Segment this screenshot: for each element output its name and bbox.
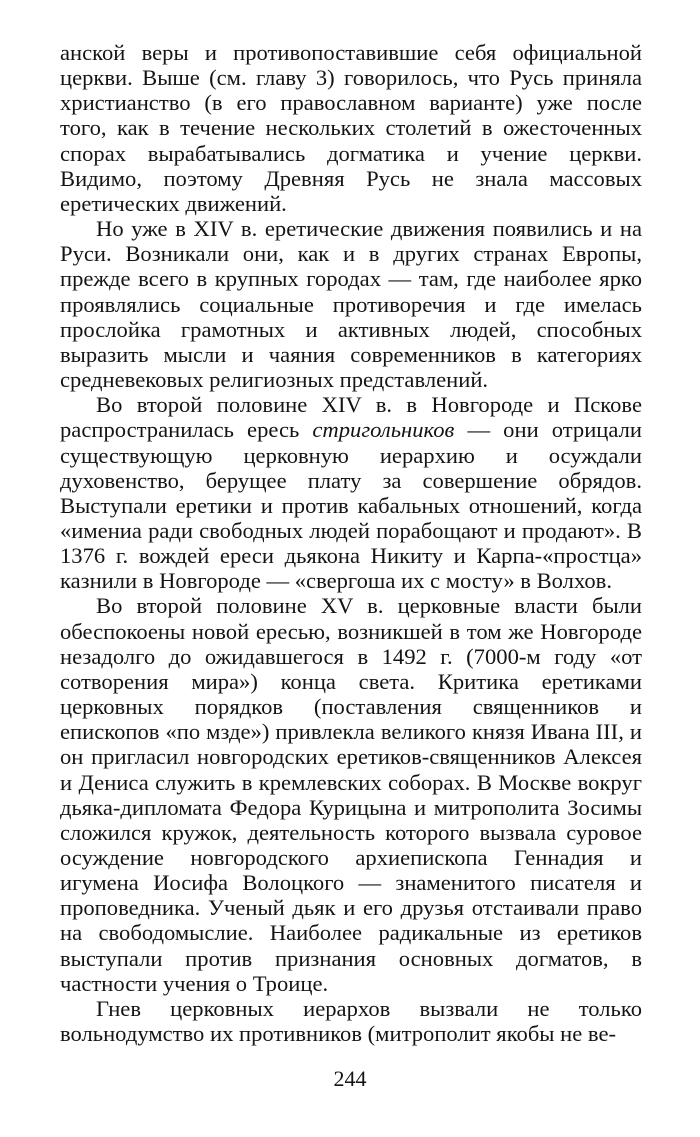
paragraph-3-italic-term: стригольников bbox=[312, 417, 455, 443]
paragraph-1: анской веры и противопоставившие себя официальной церкви. Выше (см. главу 3) говорилось, что Русь приняла христианство (в его православном варианте) уже после того, как в течение нескольких столетий в ожесточенных спорах вырабатывались догматика и учение церкви. Видимо, поэтому Древняя Русь не знала массовых еретических движений. bbox=[60, 40, 642, 216]
page-number: 244 bbox=[333, 1066, 367, 1091]
paragraph-3-text-before: Во второй половине XIV в. в Новгороде и Пскове распространилась ересь bbox=[60, 392, 642, 443]
paragraph-4: Во второй половине XV в. церковные власти были обеспокоены новой ересью, возникшей в том же Новгороде незадолго до ожидавшегося в 1492 г. (7000-м году «от сотворения мира») конца света. Критика еретиками церковных порядков (поставления священников и епископов «по мзде») привлекла великого князя Ивана III, и он пригласил новгородских еретиков-священников Алексея и Дениса служить в кремлевских соборах. В Москве вокруг дьяка-дипломата Федора Курицына и митрополита Зосимы сложился кружок, деятельность которого вызвала суровое осуждение новгородского архиепископа Геннадия и игумена Иосифа Волоцкого — знаменитого писателя и проповедника. Ученый дьяк и его друзья отстаивали право на свободомыслие. Наиболее радикальные из еретиков выступали против признания основных догматов, в частности учения о Троице. bbox=[60, 593, 642, 996]
paragraph-3 bbox=[60, 392, 642, 593]
paragraph-3-text-after: — они отрицали существующую церковную иерархию и осуждали духовенство, берущее плату за совершение обрядов. Выступали еретики и против кабальных отношений, когда «имениа ради свободных людей порабощают и продают». В 1376 г. вождей ереси дьякона Никиту и Карпа-«простца» казнили в Новгороде — «свергоша их с мосту» в Волхов. bbox=[60, 417, 642, 594]
page-text-body bbox=[60, 40, 642, 1046]
paragraph-5: Гнев церковных иерархов вызвали не только вольнодумство их противников (митрополит якобы не ве- bbox=[60, 995, 642, 1047]
paragraph-2: Но уже в XIV в. еретические движения появились и на Руси. Возникали они, как и в других странах Европы, прежде всего в крупных городах — там, где наиболее ярко проявлялись социальные противоречия и где имелась прослойка грамотных и активных людей, способных выразить мысли и чаяния современников в категориях средневековых религиозных представлений. bbox=[60, 216, 642, 393]
